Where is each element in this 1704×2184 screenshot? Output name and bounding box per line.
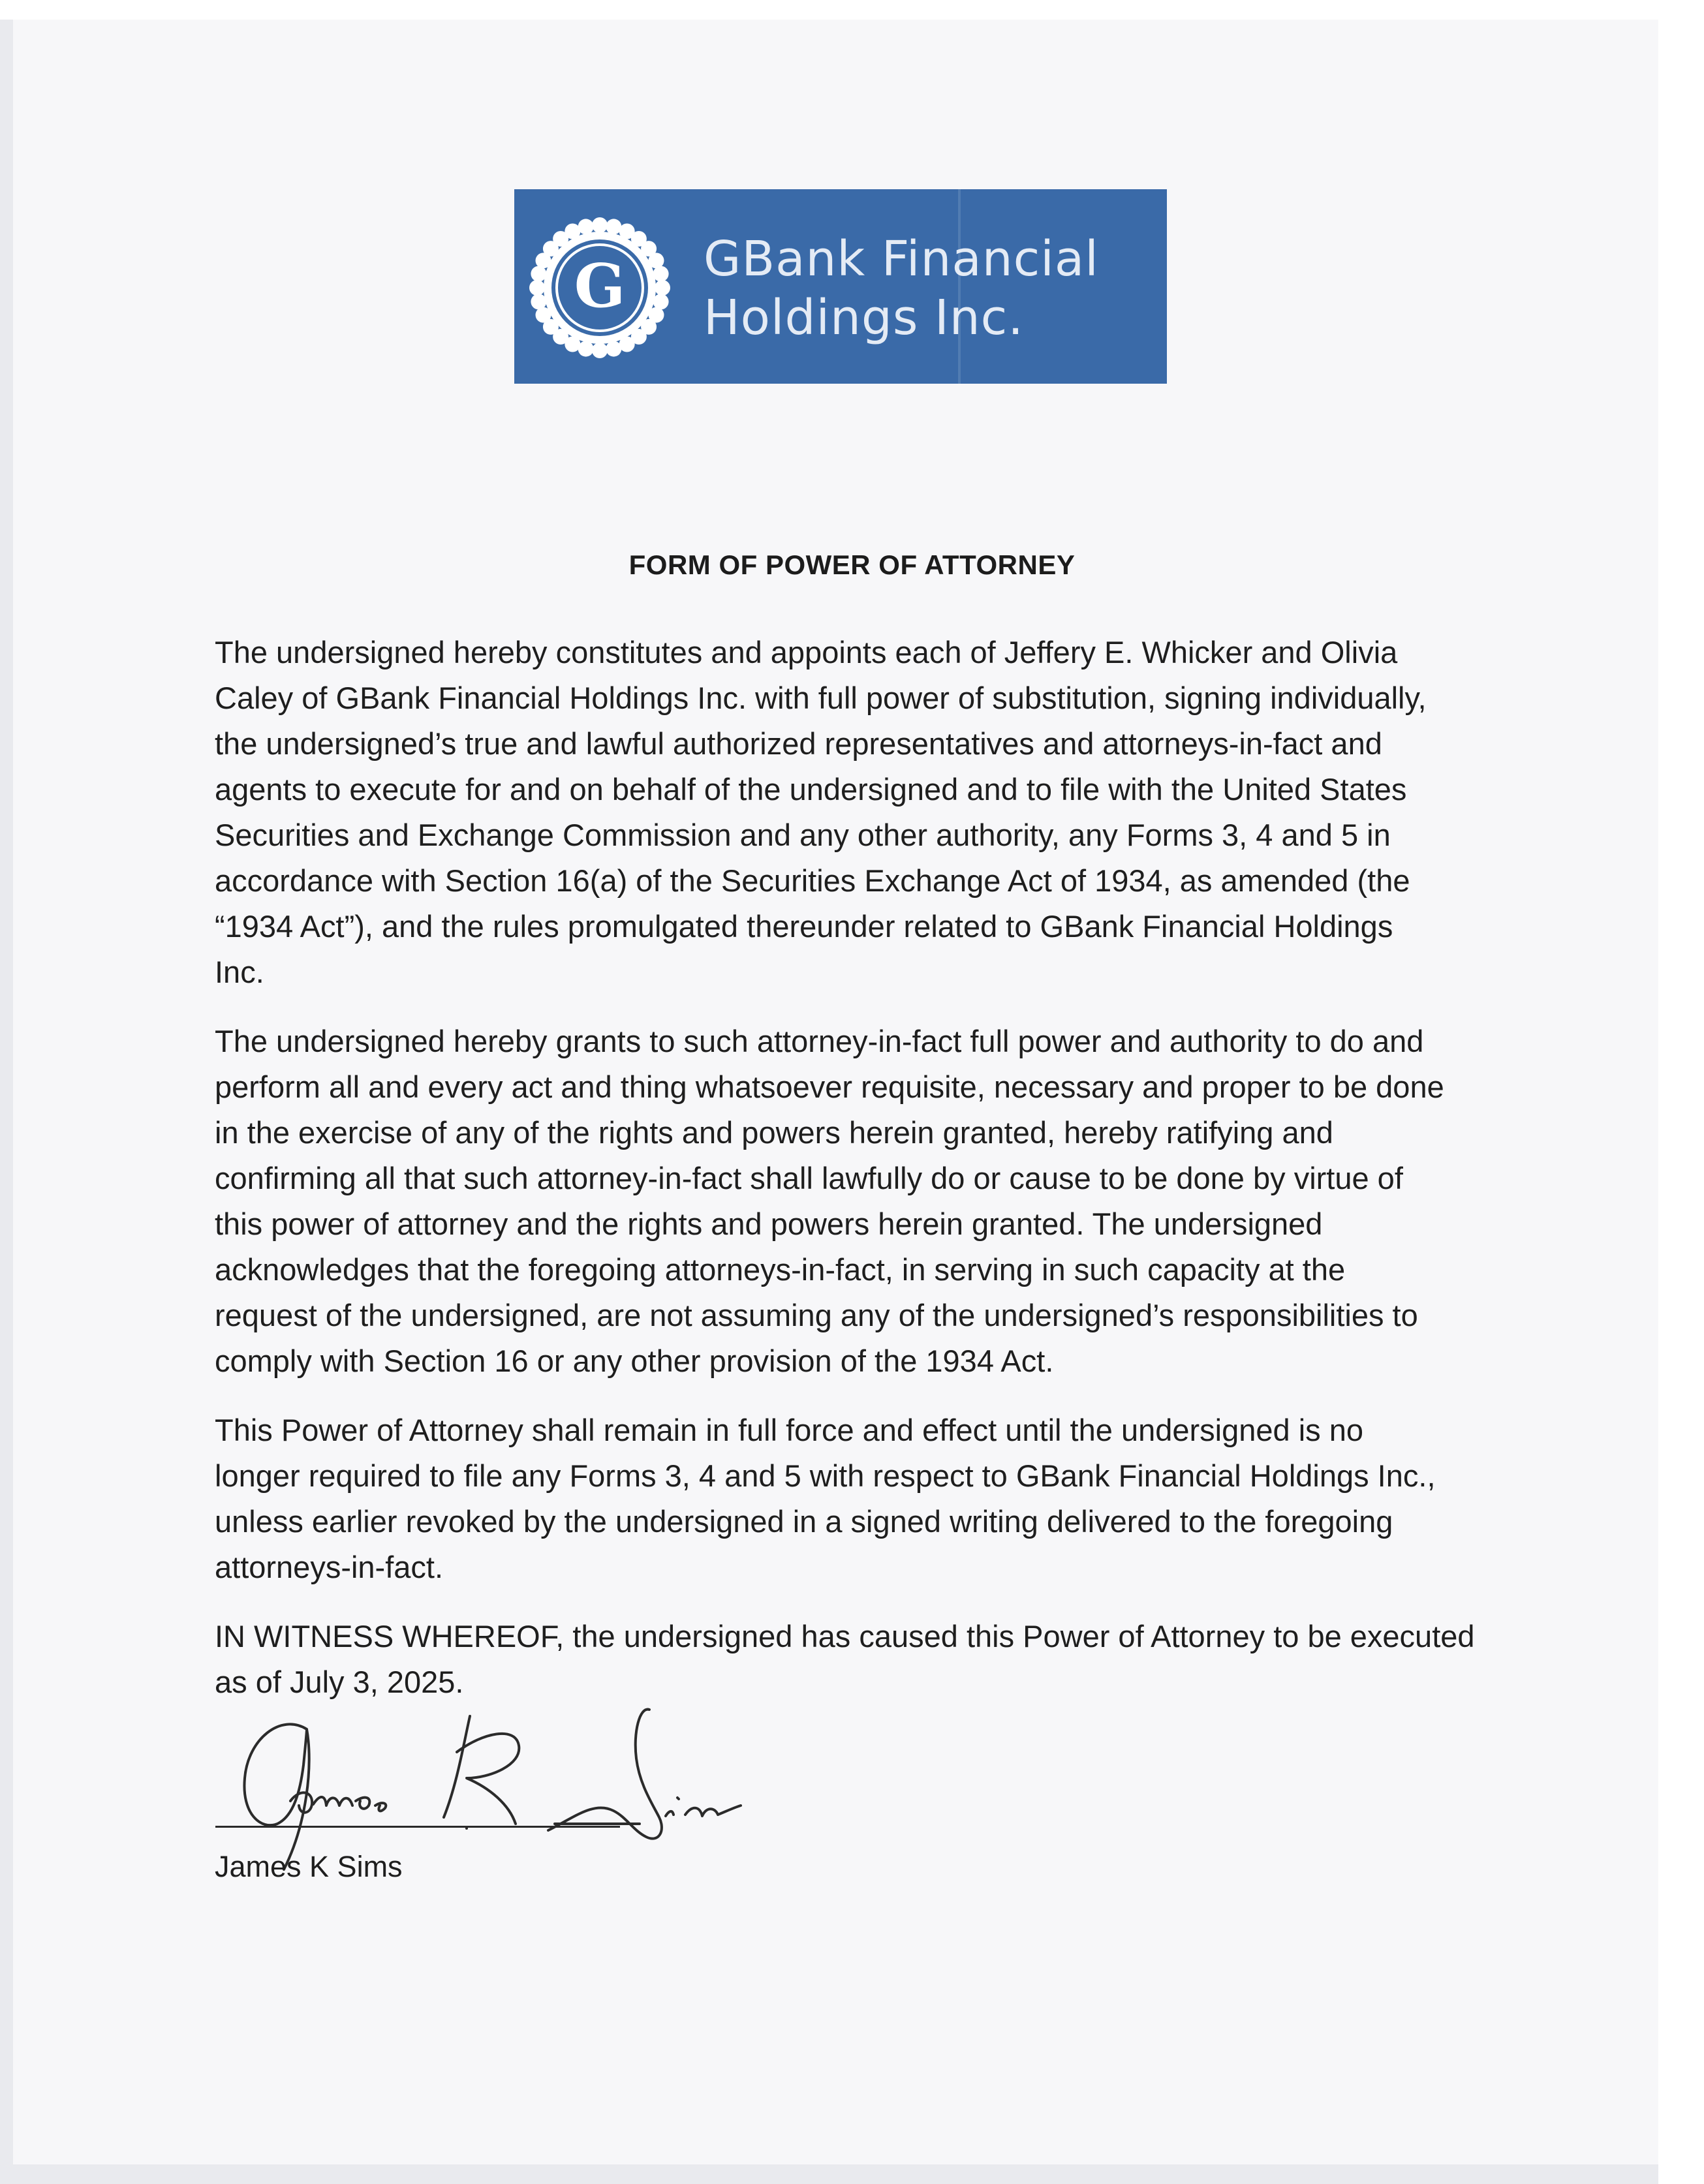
seal-icon [527,215,672,360]
text-line: Caley of GBank Financial Holdings Inc. with full power of substitution, signing individually, [215,681,1427,715]
scan-fold-mark [958,189,961,384]
text-line: attorneys-in-fact. [215,1550,444,1584]
text-line: in the exercise of any of the rights and powers herein granted, hereby ratifying and [215,1115,1333,1150]
signer-name: James K Sims [215,1850,403,1883]
text-line: “1934 Act”), and the rules promulgated thereunder related to GBank Financial Holdings [215,909,1393,944]
text-line: longer required to file any Forms 3, 4 and 5 with respect to GBank Financial Holdings Inc., [215,1458,1436,1493]
scan-border-right [1658,0,1704,2184]
text-line: accordance with Section 16(a) of the Securities Exchange Act of 1934, as amended (the [215,863,1410,898]
seal-tooth [653,266,669,282]
text-line: Inc. [215,955,264,989]
paragraph-grant-of-authority [215,1019,1494,1384]
text-line: as of July 3, 2025. [215,1665,464,1699]
text-line: The undersigned hereby constitutes and appoints each of Jeffery E. Whicker and Olivia [215,635,1398,669]
document-title: FORM OF POWER OF ATTORNEY [628,549,1076,580]
seal-tooth [592,217,608,233]
scan-border-top [0,0,1704,20]
seal-tooth [655,280,670,296]
text-line: Securities and Exchange Commission and any other authority, any Forms 3, 4 and 5 in [215,818,1391,852]
text-line: this power of attorney and the rights and powers herein granted. The undersigned [215,1207,1323,1241]
text-line: request of the undersigned, are not assuming any of the undersigned’s responsibilities to [215,1298,1418,1332]
text-line: perform all and every act and thing whatsoever requisite, necessary and proper to be done [215,1069,1444,1104]
paragraph-duration [215,1407,1494,1590]
seal-tooth [592,343,608,358]
text-line: IN WITNESS WHEREOF, the undersigned has caused this Power of Attorney to be executed [215,1619,1475,1653]
document-body [215,630,1494,1729]
seal-tooth [531,294,546,309]
seal-tooth [606,341,621,357]
seal-tooth [578,219,594,234]
paragraph-appointment [215,630,1494,995]
company-logo [514,189,1167,384]
text-line: the undersigned’s true and lawful authorized representatives and attorneys-in-fact and [215,726,1382,761]
text-line: This Power of Attorney shall remain in full force and effect until the undersigned is no [215,1413,1363,1447]
text-line: agents to execute for and on behalf of the undersigned and to file with the United States [215,772,1407,807]
seal-letter: G [574,251,626,321]
logo-wordmark [704,230,1099,347]
logo-line-1: GBank Financial [704,231,1099,287]
seal-tooth [529,280,545,296]
text-line: The undersigned hereby grants to such attorney-in-fact full power and authority to do and [215,1024,1424,1058]
text-line: comply with Section 16 or any other provision of the 1934 Act. [215,1344,1054,1378]
logo-line-2: Holdings Inc. [704,290,1024,346]
text-line: confirming all that such attorney-in-fact shall lawfully do or cause to be done by virtue of [215,1161,1403,1195]
text-line: unless earlier revoked by the undersigned in a signed writing delivered to the foregoing [215,1504,1393,1539]
text-line: acknowledges that the foregoing attorneys-in-fact, in serving in such capacity at the [215,1252,1346,1287]
